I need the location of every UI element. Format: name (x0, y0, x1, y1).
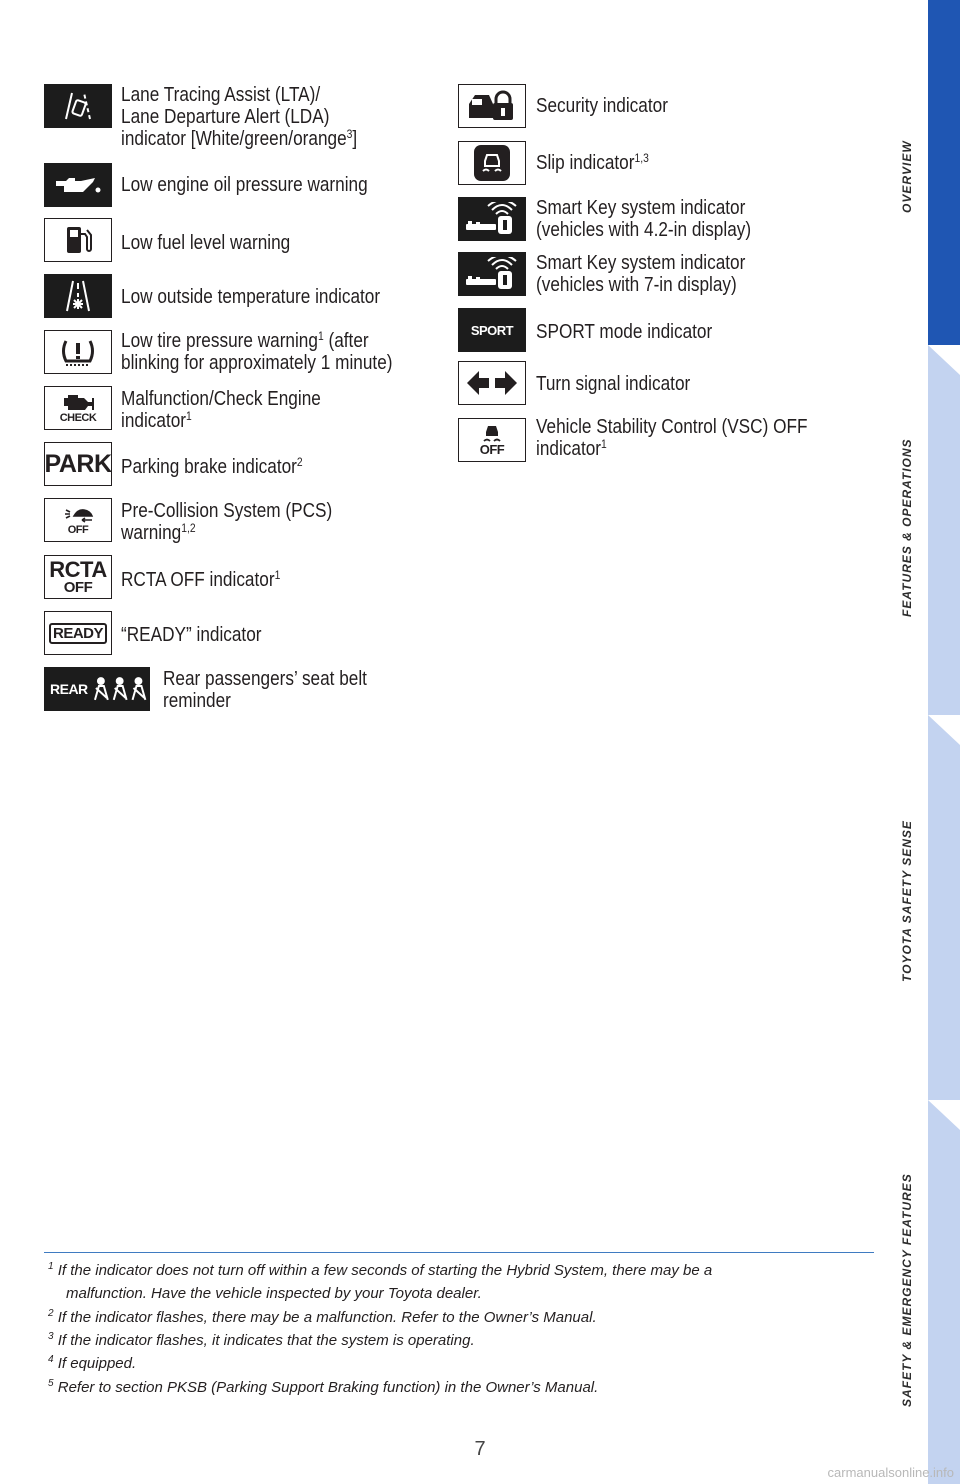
smart-key-icon (458, 197, 526, 241)
section-tabs (928, 0, 960, 1484)
tab-toyota-safety-sense[interactable]: TOYOTA SAFETY SENSE (900, 820, 914, 982)
indicator-label: Low engine oil pressure warning (121, 174, 368, 196)
indicator-label: RCTA OFF indicator$^1$ (121, 568, 281, 591)
tab-overview[interactable]: OVERVIEW (900, 140, 914, 213)
indicator-label: Security indicator (536, 95, 668, 117)
fuel-pump-icon (44, 218, 112, 262)
indicator-label: Parking brake indicator$^2$ (121, 455, 303, 478)
indicator-label: Rear passengers’ seat belt reminder (163, 668, 367, 712)
tab-safety-sense-bg[interactable] (928, 715, 960, 1100)
footnote-divider (44, 1252, 874, 1253)
rear-seatbelt-icon: REAR (44, 667, 150, 711)
oil-can-icon (44, 163, 112, 207)
tab-emergency-bg[interactable] (928, 1100, 960, 1484)
tab-safety-emergency-features[interactable]: SAFETY & EMERGENCY FEATURES (900, 1173, 914, 1407)
vsc-off-icon: OFF (458, 418, 526, 462)
rcta-off-icon: RCTA OFF (44, 555, 112, 599)
indicator-label: Smart Key system indicator (vehicles with 7-in display) (536, 252, 746, 296)
page-number: 7 (474, 1438, 486, 1460)
watermark: carmanualsonline.info (827, 1465, 954, 1480)
snowflake-road-icon (44, 274, 112, 318)
footnote: $^2$ If the indicator flashes, there may be a malfunction. Refer to the Owner’s Manual. (48, 1308, 597, 1326)
indicator-label: Slip indicator$^{1,3}$ (536, 151, 649, 174)
tab-overview-bg[interactable] (928, 0, 960, 345)
check-engine-icon: CHECK (44, 386, 112, 430)
tab-features-operations[interactable]: FEATURES & OPERATIONS (900, 438, 914, 617)
slip-icon (458, 141, 526, 185)
sport-icon: SPORT (458, 308, 526, 352)
indicator-label: Malfunction/Check Engine indicator$^1$ (121, 388, 321, 432)
indicator-label: SPORT mode indicator (536, 321, 713, 343)
park-icon: PARK (44, 442, 112, 486)
ready-icon: READY (44, 611, 112, 655)
footnote: malfunction. Have the vehicle inspected by your Toyota dealer. (66, 1285, 482, 1302)
indicator-label: Vehicle Stability Control (VSC) OFF indicator$^1$ (536, 416, 808, 460)
lane-tracing-icon (44, 84, 112, 128)
indicator-label: “READY” indicator (121, 624, 262, 646)
footnote: $^3$ If the indicator flashes, it indicates that the system is operating. (48, 1331, 475, 1349)
indicator-label: Lane Tracing Assist (LTA)/ Lane Departure Alert (LDA) indicator [White/green/orange$^3$] (121, 84, 358, 150)
footnote: $^5$ Refer to section PKSB (Parking Support Braking function) in the Owner’s Manual. (48, 1378, 599, 1396)
indicator-label: Turn signal indicator (536, 373, 691, 395)
indicator-label: Low outside temperature indicator (121, 286, 381, 308)
footnote: $^1$ If the indicator does not turn off within a few seconds of starting the Hybrid System, there may be a (48, 1261, 713, 1279)
footnote: $^4$ If equipped. (48, 1354, 137, 1372)
indicator-label: Low fuel level warning (121, 232, 291, 254)
turn-signal-icon (458, 361, 526, 405)
tire-pressure-icon (44, 330, 112, 374)
tab-features-bg[interactable] (928, 345, 960, 715)
indicator-label: Pre-Collision System (PCS) warning$^{1,2}$ (121, 500, 333, 544)
security-lock-icon (458, 84, 526, 128)
smart-key-icon (458, 252, 526, 296)
indicator-label: Low tire pressure warning$^1$ (after blinking for approximately 1 minute) (121, 329, 393, 374)
indicator-label: Smart Key system indicator (vehicles with 4.2-in display) (536, 197, 752, 241)
pcs-off-icon: OFF (44, 498, 112, 542)
